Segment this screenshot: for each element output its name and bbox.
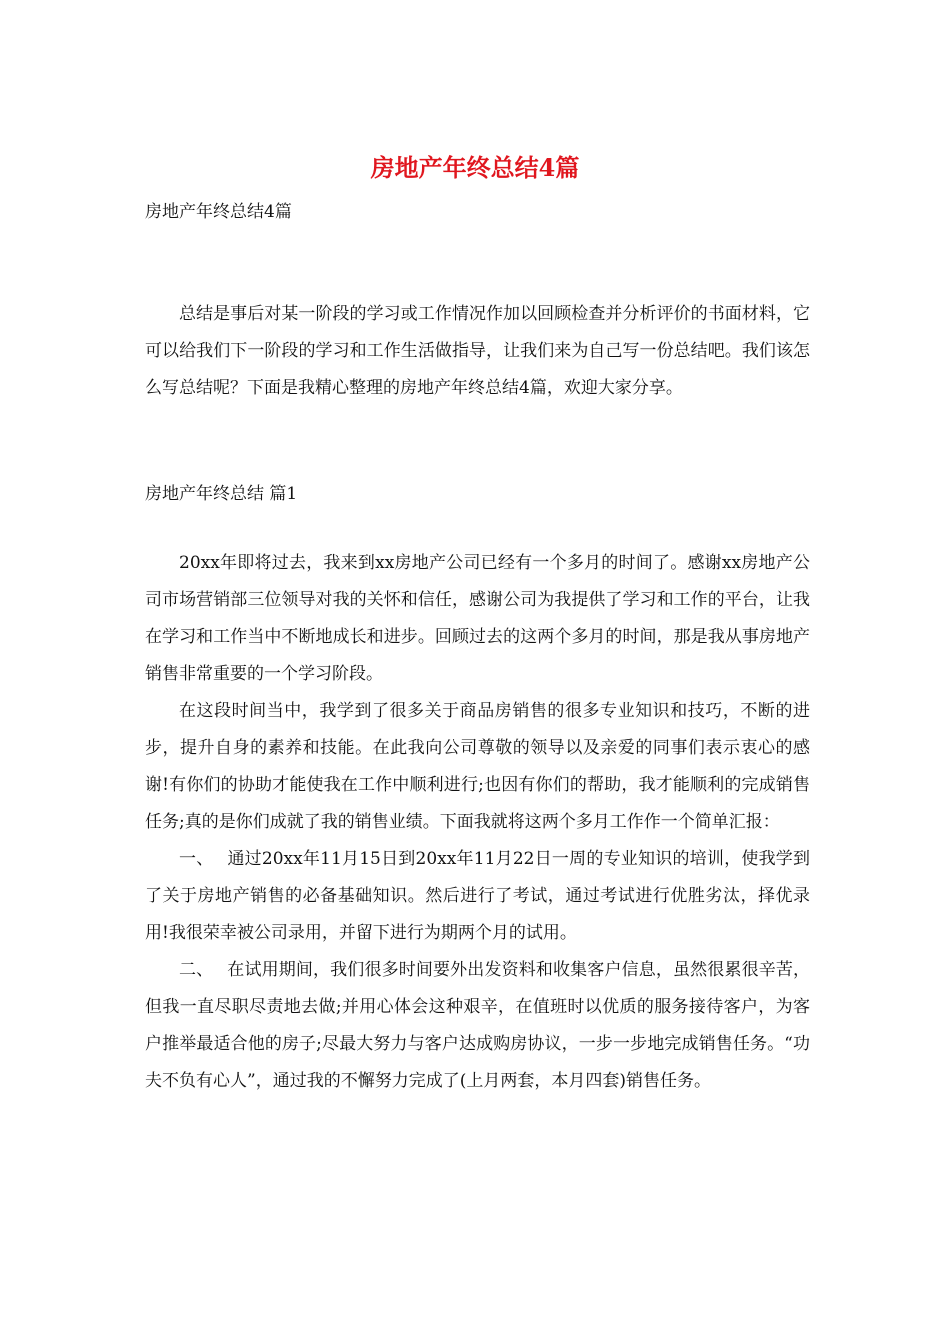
document-subtitle: 房地产年终总结4篇 [145, 202, 292, 222]
body-paragraph: 在这段时间当中，我学到了很多关于商品房销售的很多专业知识和技巧，不断的进步，提升自身的素养和技能。在此我向公司尊敬的领导以及亲爱的同事们表示衷心的感谢!有你们的协助才能使我在工作中顺利进行;也因有你们的帮助，我才能顺利的完成销售任务;真的是你们成就了我的销售业绩。下面我就将这两个多月工作作一个简单汇报： [145, 701, 810, 832]
list-item-number: 二、 [179, 960, 214, 980]
document-title: 房地产年终总结4篇 [370, 153, 580, 182]
list-item-text: 通过20xx年11月15日到20xx年11月22日一周的专业知识的培训，使我学到了关于房地产销售的必备基础知识。然后进行了考试，通过考试进行优胜劣汰，择优录用!我很荣幸被公司录用，并留下进行为期两个月的试用。 [145, 849, 811, 943]
list-item-number: 一、 [179, 849, 214, 869]
section-body [145, 545, 810, 1100]
intro-paragraph-block [145, 296, 810, 407]
body-paragraph: 20xx年即将过去，我来到xx房地产公司已经有一个多月的时间了。感谢xx房地产公司市场营销部三位领导对我的关怀和信任，感谢公司为我提供了学习和工作的平台，让我在学习和工作当中不断地成长和进步。回顾过去的这两个多月的时间，那是我从事房地产销售非常重要的一个学习阶段。 [145, 553, 810, 684]
intro-paragraph: 总结是事后对某一阶段的学习或工作情况作加以回顾检查并分析评价的书面材料，它可以给我们下一阶段的学习和工作生活做指导，让我们来为自己写一份总结吧。我们该怎么写总结呢？下面是我精心整理的房地产年终总结4篇，欢迎大家分享。 [145, 304, 810, 398]
list-item [145, 952, 810, 1100]
list-item-text: 在试用期间，我们很多时间要外出发资料和收集客户信息，虽然很累很辛苦，但我一直尽职尽责地去做;并用心体会这种艰辛，在值班时以优质的服务接待客户，为客户推举最适合他的房子;尽最大努力与客户达成购房协议，一步一步地完成销售任务。“功夫不负有心人”，通过我的不懈努力完成了(上月两套，本月四套)销售任务。 [145, 960, 811, 1091]
list-item [145, 841, 810, 952]
section-heading: 房地产年终总结 篇1 [145, 484, 298, 504]
